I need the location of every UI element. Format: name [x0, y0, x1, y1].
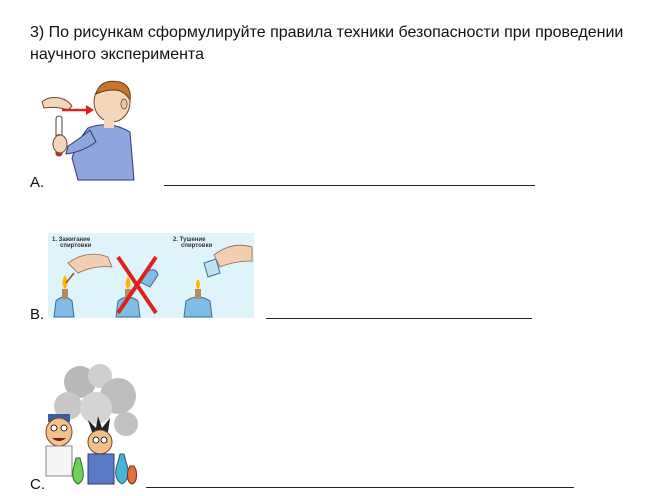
item-c-label: C.: [30, 476, 45, 493]
answer-line-c[interactable]: [146, 487, 574, 488]
picture-b-burners: [48, 233, 254, 318]
item-b-label: B.: [30, 306, 45, 323]
task-line-2: научного эксперимента: [30, 46, 204, 63]
task-line-1: 3) По рисункам сформулируйте правила техники безопасности при проведении: [30, 24, 624, 41]
caption-2: 2. Тушение спиртовки: [173, 237, 213, 249]
picture-a-boy-wafting: [38, 80, 138, 182]
item-a-label: A.: [30, 174, 45, 191]
task-text: [30, 22, 630, 66]
answer-line-b[interactable]: [266, 318, 532, 319]
picture-c-explosion: [40, 362, 140, 492]
answer-line-a[interactable]: [164, 185, 535, 186]
caption-1: 1. Зажигание спиртовки: [52, 237, 92, 249]
